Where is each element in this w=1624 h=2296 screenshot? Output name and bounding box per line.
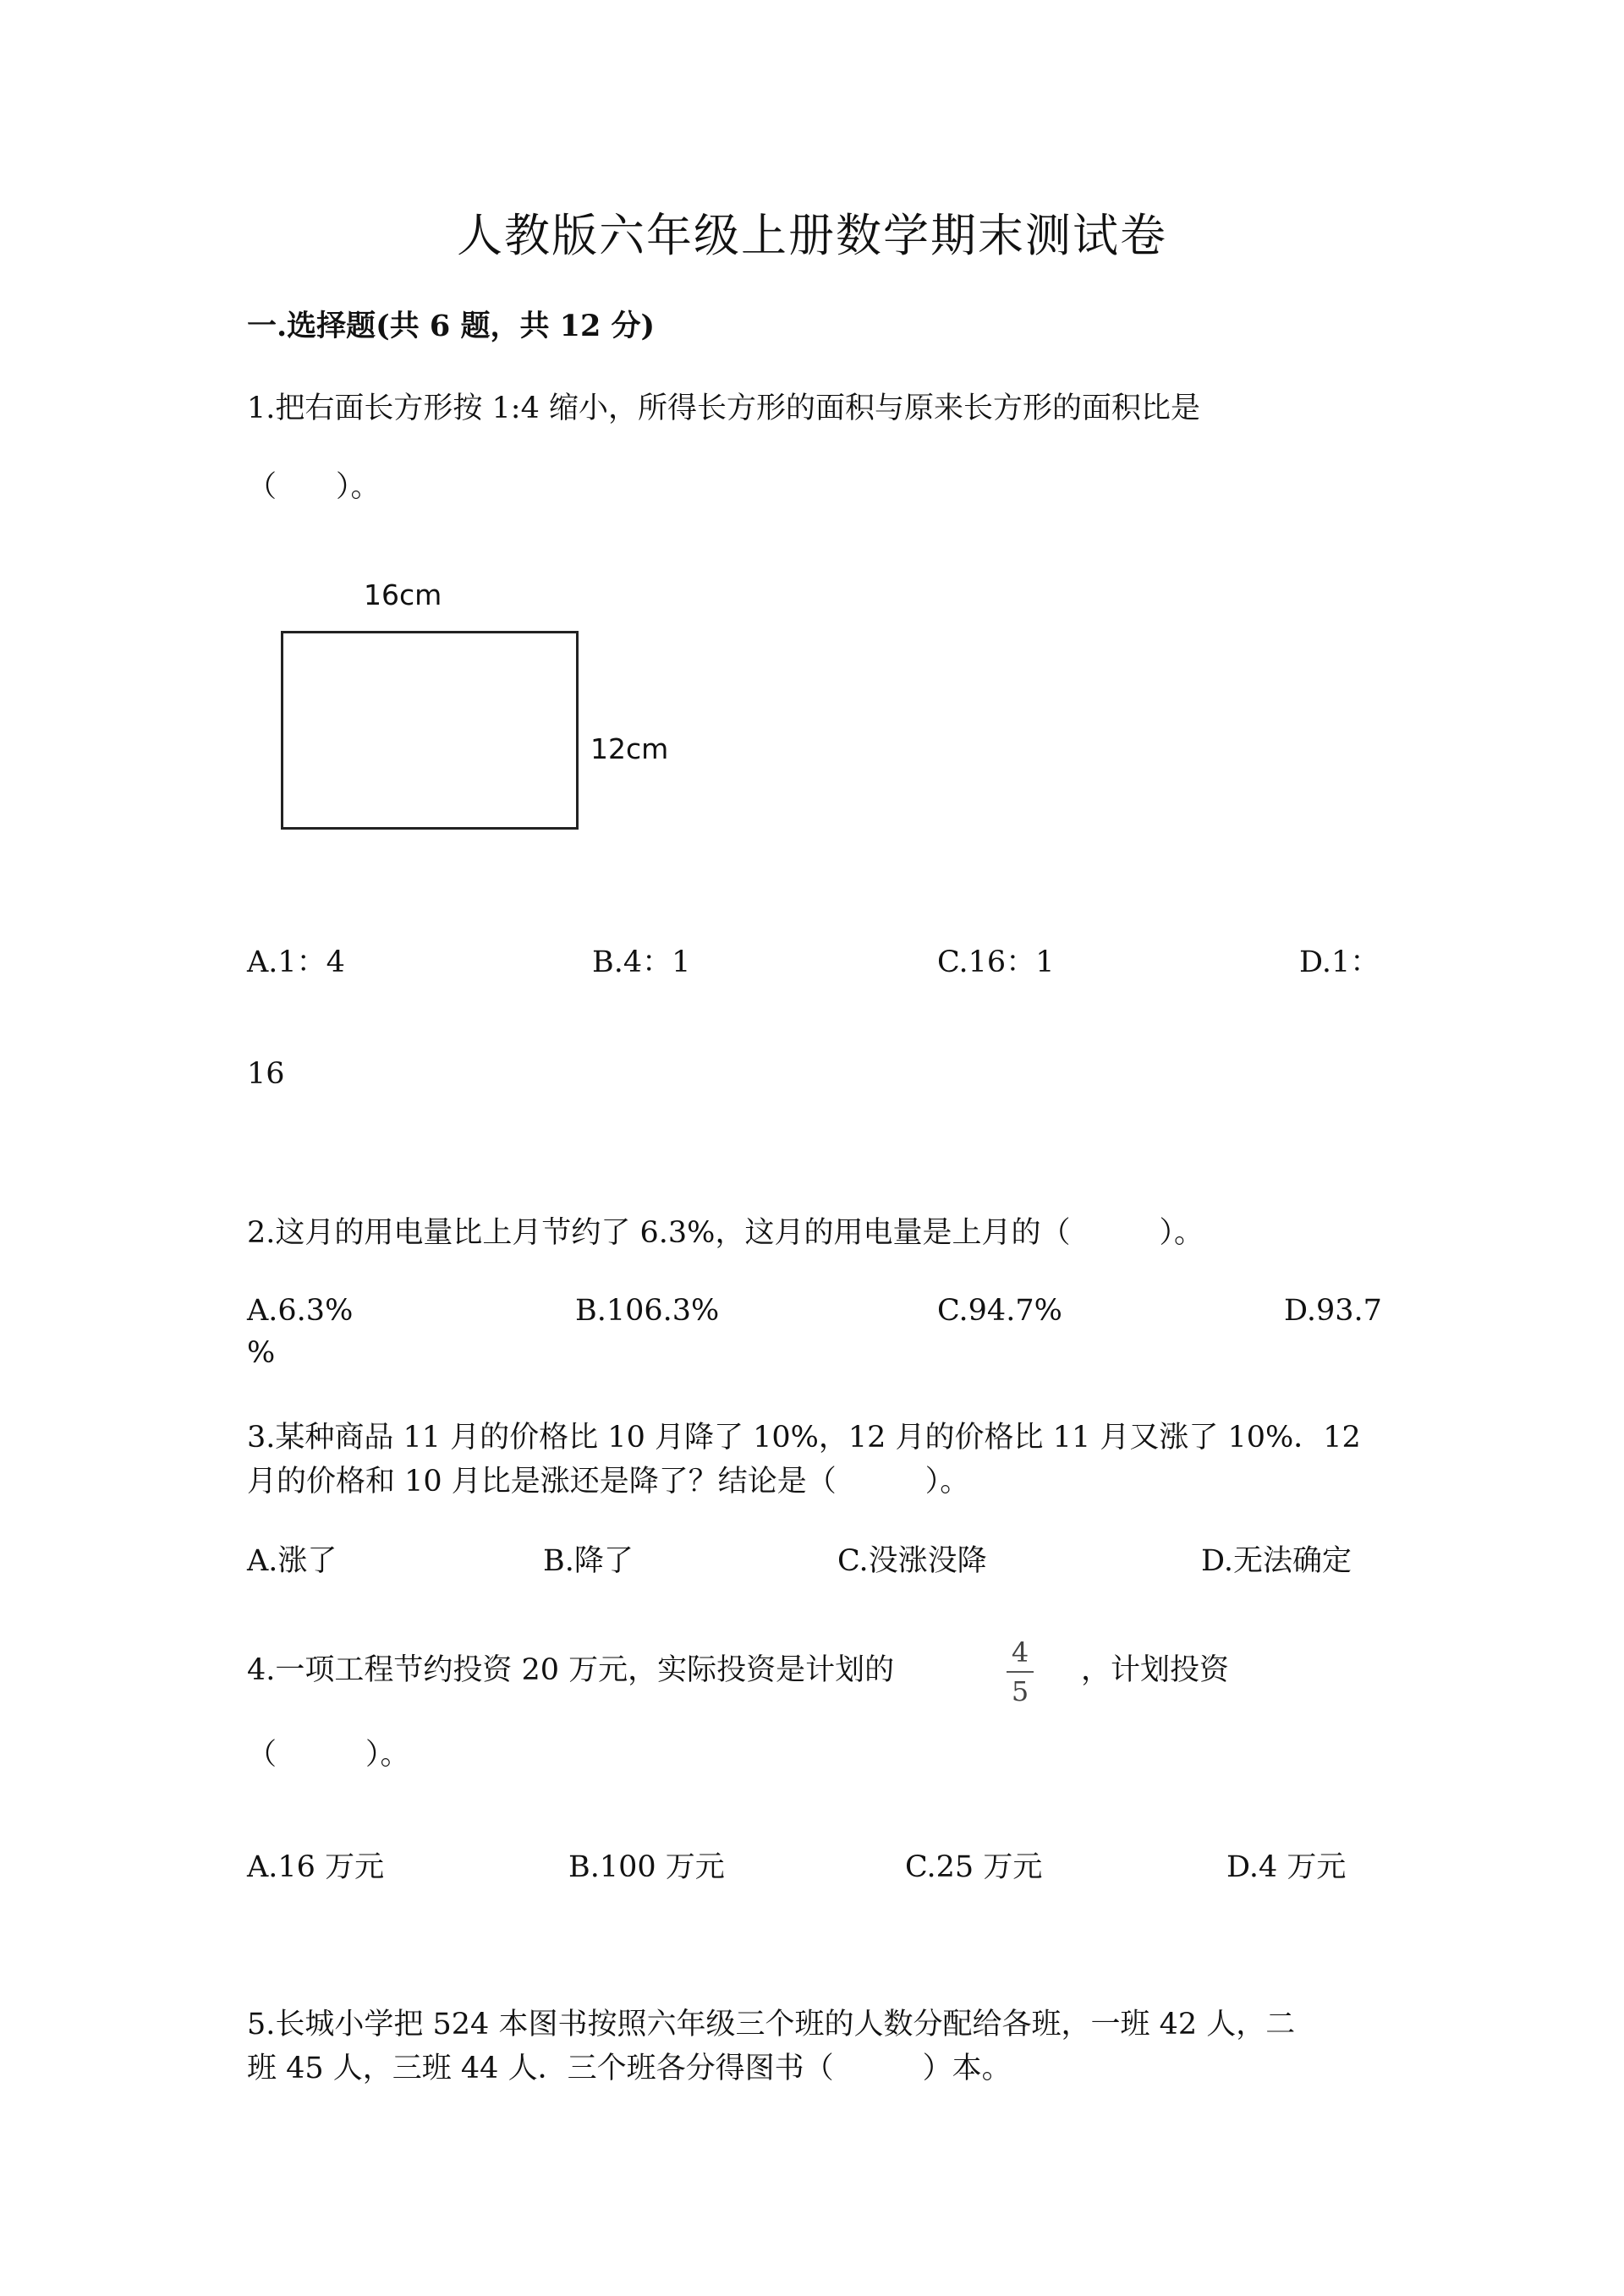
question-1-text: 1.把右面长方形按 1:4 缩小，所得长方形的面积与原来长方形的面积比是 — [247, 392, 1200, 425]
question-2-option-b[interactable]: B.106.3% — [575, 1294, 720, 1328]
height-label: 12cm — [590, 732, 669, 765]
fraction-bar — [1007, 1671, 1034, 1673]
question-4-option-c[interactable]: C.25 万元 — [905, 1850, 1043, 1884]
question-4-option-d[interactable]: D.4 万元 — [1226, 1850, 1347, 1884]
question-4-option-b[interactable]: B.100 万元 — [568, 1850, 725, 1884]
question-1-option-c[interactable]: C.16：1 — [937, 945, 1055, 979]
fraction-four-fifths — [1005, 1636, 1035, 1707]
question-1-option-a[interactable]: A.1：4 — [247, 945, 345, 979]
question-1-option-d[interactable]: D.1： — [1299, 945, 1380, 979]
question-1-blank: （ ）。 — [247, 470, 381, 504]
question-3-option-c[interactable]: C.没涨没降 — [837, 1544, 987, 1578]
rectangle-shape — [281, 631, 579, 830]
width-label: 16cm — [364, 578, 442, 611]
question-5-text-line-2: 班 45 人，三班 44 人．三个班各分得图书（ ）本。 — [247, 2052, 1012, 2085]
question-2-text: 2.这月的用电量比上月节约了 6.3%，这月的用电量是上月的（ ）。 — [247, 1216, 1204, 1250]
question-4-text: 4.一项工程节约投资 20 万元，实际投资是计划的 — [247, 1653, 895, 1687]
question-1-option-b[interactable]: B.4：1 — [592, 945, 691, 979]
question-3-option-d[interactable]: D.无法确定 — [1201, 1544, 1352, 1578]
page-title: 人教版六年级上册数学期末测试卷 — [457, 209, 1167, 262]
question-2-option-a[interactable]: A.6.3% — [247, 1294, 354, 1328]
question-4-text-end: ，计划投资 — [1081, 1653, 1230, 1687]
question-4-option-a[interactable]: A.16 万元 — [247, 1850, 385, 1884]
question-2-option-d-continued: % — [247, 1336, 276, 1370]
fraction-numerator: 4 — [1011, 1636, 1029, 1669]
question-4-blank: （ ）。 — [247, 1738, 410, 1772]
question-2-option-d[interactable]: D.93.7 — [1284, 1294, 1382, 1328]
question-3-text-line-2: 月的价格和 10 月比是涨还是降了？结论是（ ）。 — [247, 1465, 970, 1499]
section-heading: 一.选择题(共 6 题，共 12 分) — [247, 309, 656, 343]
question-3-option-a[interactable]: A.涨了 — [247, 1544, 337, 1578]
question-5-text-line-1: 5.长城小学把 524 本图书按照六年级三个班的人数分配给各班，一班 42 人，二 — [247, 2008, 1296, 2041]
question-3-option-b[interactable]: B.降了 — [543, 1544, 634, 1578]
fraction-denominator: 5 — [1011, 1675, 1029, 1707]
question-1-option-d-continued: 16 — [247, 1057, 285, 1091]
question-3-text-line-1: 3.某种商品 11 月的价格比 10 月降了 10%，12 月的价格比 11 月又涨了 10%．12 — [247, 1421, 1361, 1455]
question-2-option-c[interactable]: C.94.7% — [937, 1294, 1062, 1328]
